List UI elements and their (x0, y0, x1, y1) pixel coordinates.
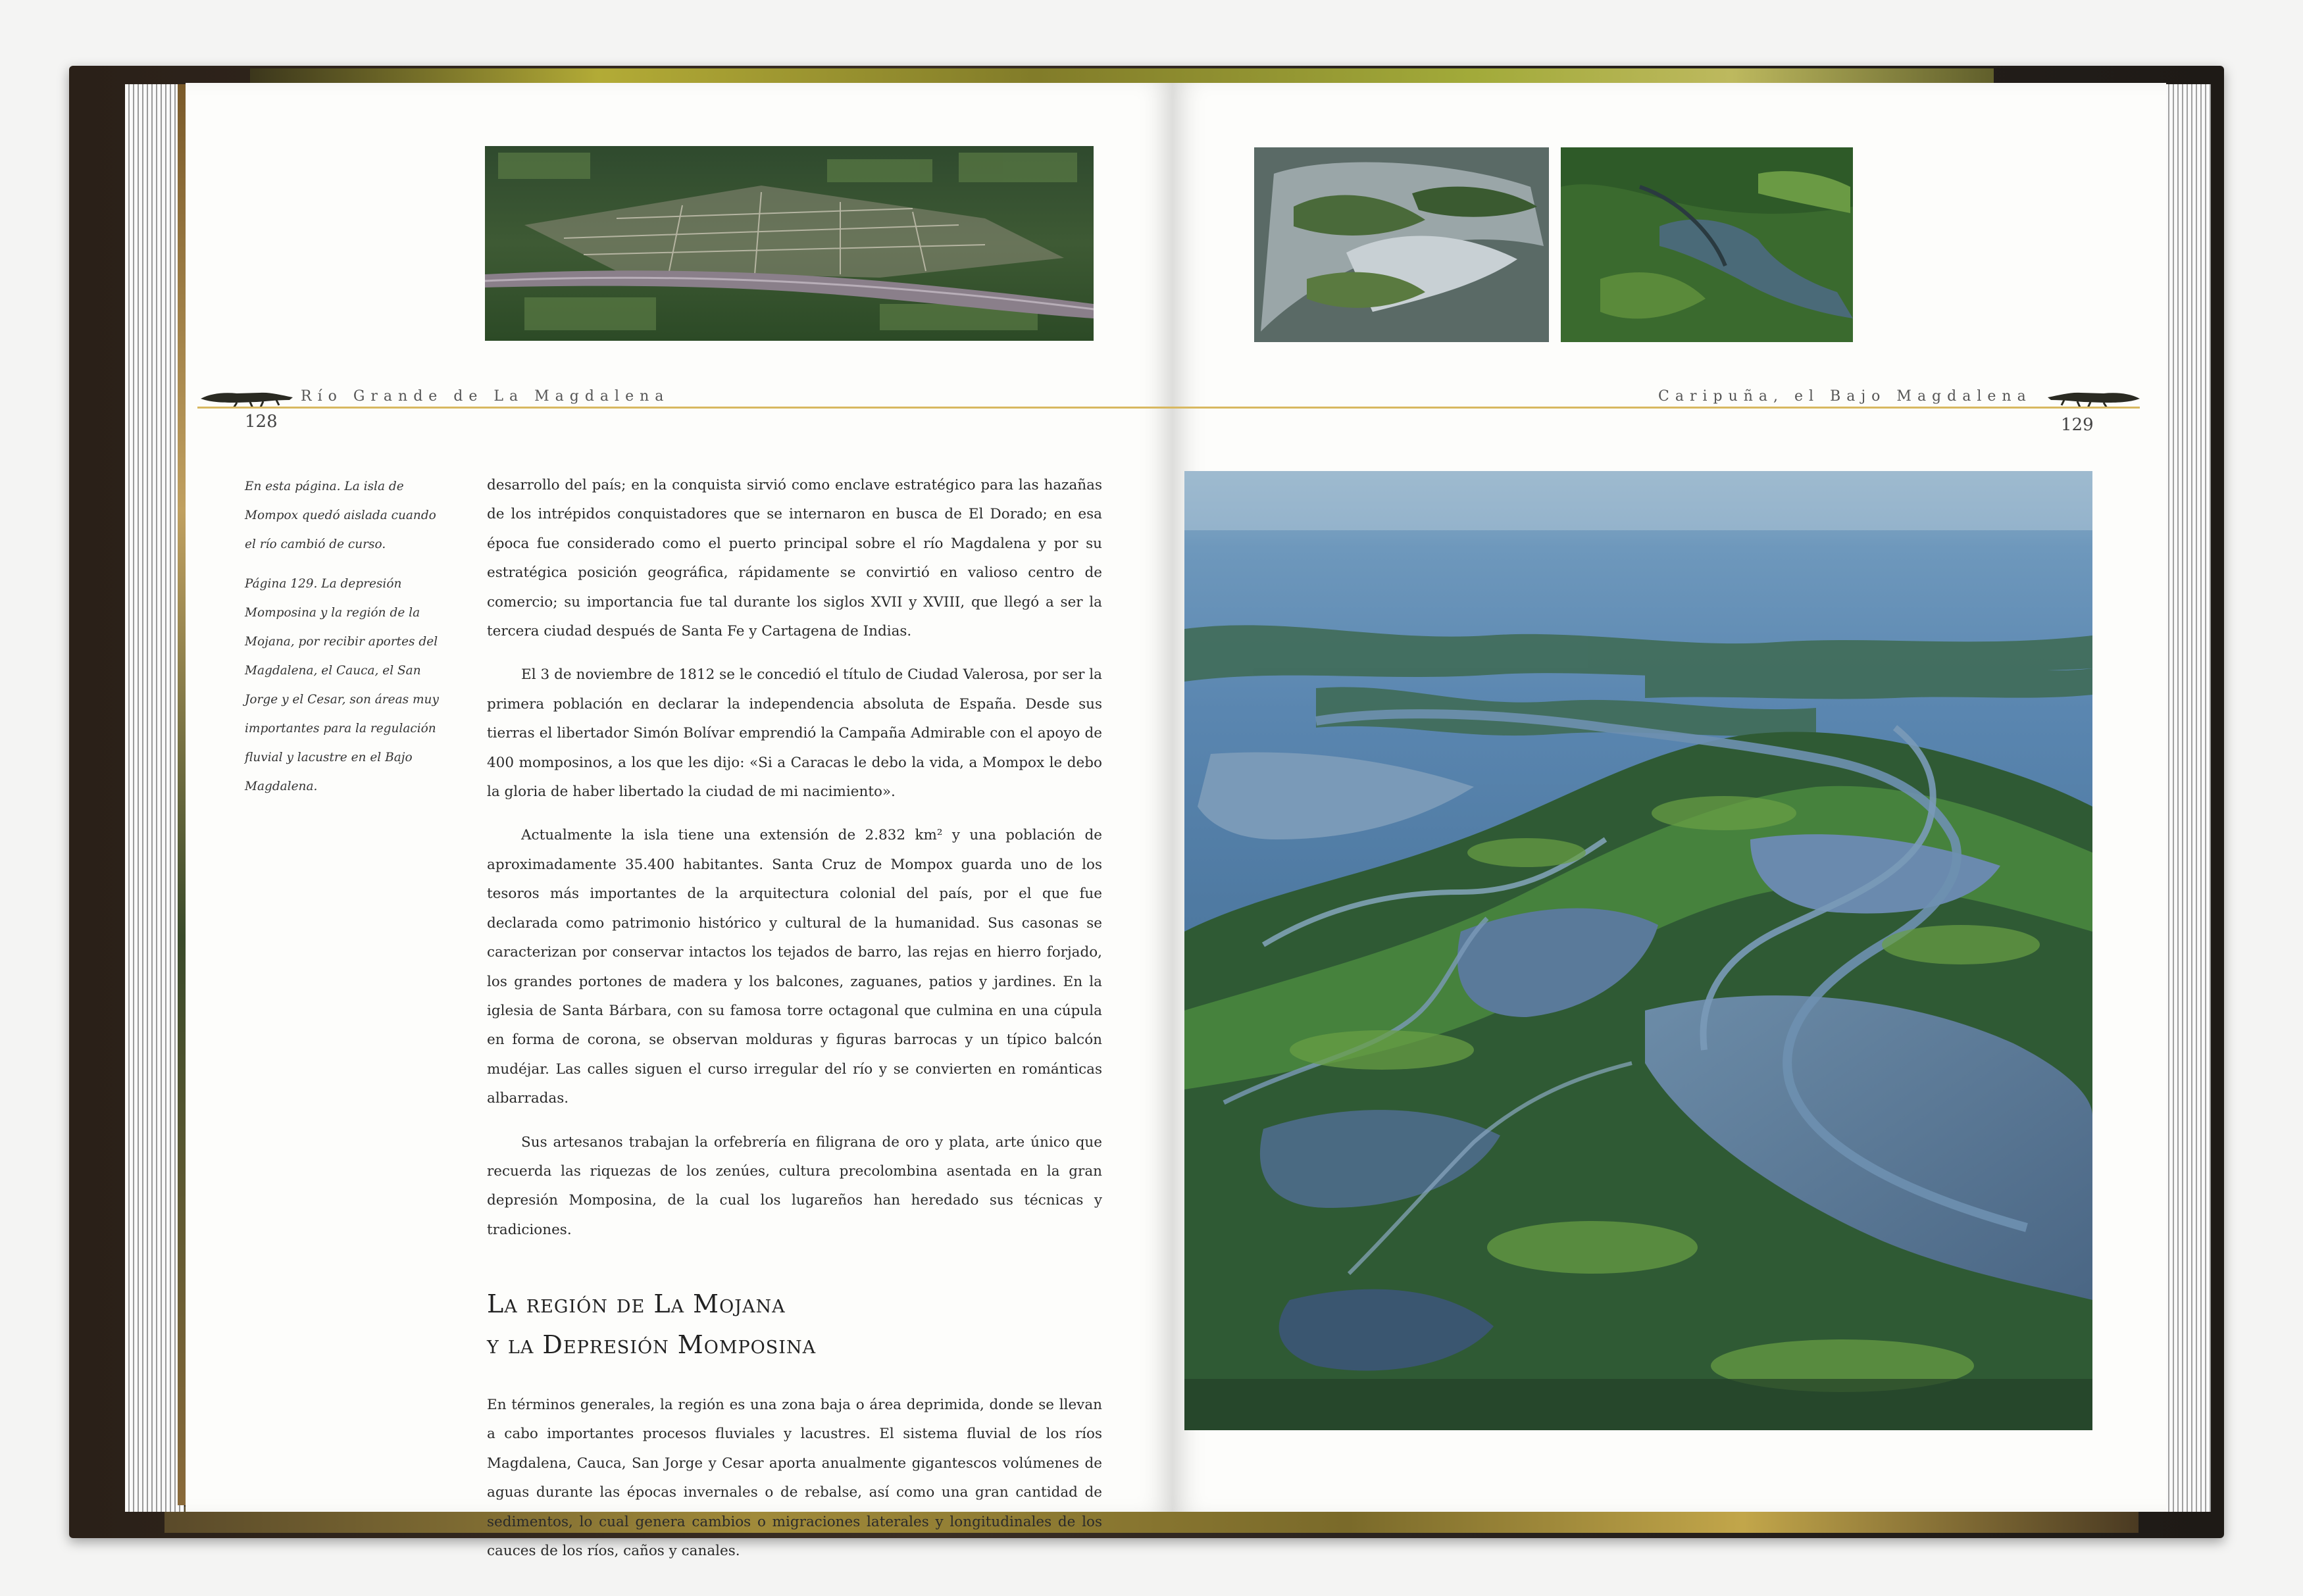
caption-2: Página 129. La depresión Momposina y la región de la Mojana, por recibir aportes del Magdalena, el Cauca, el San Jorge y el Cesar, son áreas muy importantes para la regulación fluvial y lacustre en el Bajo Magdalena. (245, 577, 439, 793)
right-page-number: 129 (2061, 415, 2094, 435)
section-heading-line-2: y la Depresión Momposina (487, 1330, 817, 1359)
paragraph-2: El 3 de noviembre de 1812 se le concedió el título de Ciudad Valerosa, por ser la primera población en declarar la independencia absoluta de España. Desde sus tierras el libertador Simón Bolívar emprendió la Campaña Admirable con el apoyo de 400 momposinos, a los que les dijo: «Si a Caracas le debo la vida, a Mompox le debo la gloria de haber libertado la ciudad de mi nacimiento». (487, 666, 1102, 801)
left-page (186, 83, 1173, 1560)
left-header-rule (197, 407, 1173, 409)
right-running-head: Caripuña, el Bajo Magdalena (1658, 388, 2032, 405)
left-running-head: Río Grande de La Magdalena (301, 388, 670, 405)
left-page-edges (125, 84, 184, 1512)
section-heading-line-1: La región de La Mojana (487, 1289, 786, 1318)
paragraph-3: Actualmente la isla tiene una extensión de 2.832 km² y una población de aproximadamente 35.400 habitantes. Santa Cruz de Mompox guarda uno de los tesoros más importantes de la arquitectura colonial del país, por el que fue declarada como patrimonio histórico y cultural de la humanidad. Sus casonas se caracterizan por conservar intactos los tejados de barro, las rejas en hierro forjado, los grandes portones de madera y los balcones, zaguanes, patios y jardines. En la iglesia de Santa Bárbara, con su famosa torre octagonal que culmina en una cúpula en forma de corona, se observan molduras y figuras barrocas y un típico balcón mudéjar. Las calles siguen el curso irregular del río y se convierten en románticas albarradas. (487, 827, 1102, 1107)
body-text (487, 471, 1102, 1259)
left-page-number: 128 (245, 412, 278, 432)
section-body (487, 1391, 1102, 1580)
captions (245, 472, 442, 812)
depresion-momposina-aerial-photo (1184, 471, 2092, 1430)
section-paragraph: En términos generales, la región es una zona baja o área deprimida, donde se llevan a cabo importantes procesos fluviales y lacustres. El sistema fluvial de los ríos Magdalena, Cauca, San Jorge y Cesar aporta anualmente gigantescos volúmenes de aguas durante las épocas invernales o de rebalse, así como una gran cantidad de sedimentos, lo cual genera cambios o migraciones laterales y longitudinales de los cauces de los ríos, caños y canales. (487, 1397, 1102, 1560)
caption-1: En esta página. La isla de Mompox quedó aislada cuando el río cambió de curso. (245, 480, 436, 551)
section-heading (487, 1284, 1102, 1365)
right-header-rule (1173, 407, 2140, 409)
paragraph-1: desarrollo del país; en la conquista sirvió como enclave estratégico para las hazañas de los intrépidos conquistadores que se internaron en busca de El Dorado; en esa época fue considerado como el puerto principal sobre el río Magdalena y por su estratégica posición geográfica, rápidamente se convirtió en valioso centro de comercio; su importancia fue tal durante los siglos XVII y XVIII, que llegó a ser la tercera ciudad después de Santa Fe y Cartagena de Indias. (487, 477, 1102, 640)
mompox-aerial-photo (485, 146, 1094, 341)
right-page (1173, 83, 2166, 1512)
lagoon-photo-2 (1561, 147, 1853, 342)
lagoon-photo-1 (1254, 147, 1549, 342)
paragraph-4: Sus artesanos trabajan la orfebrería en filigrana de oro y plata, arte único que recuerda las riquezas de los zenúes, cultura precolombina asentada en la gran depresión Momposina, de la cual los lugareños han heredado sus técnicas y tradiciones. (487, 1134, 1102, 1238)
right-page-edges (2165, 84, 2211, 1512)
